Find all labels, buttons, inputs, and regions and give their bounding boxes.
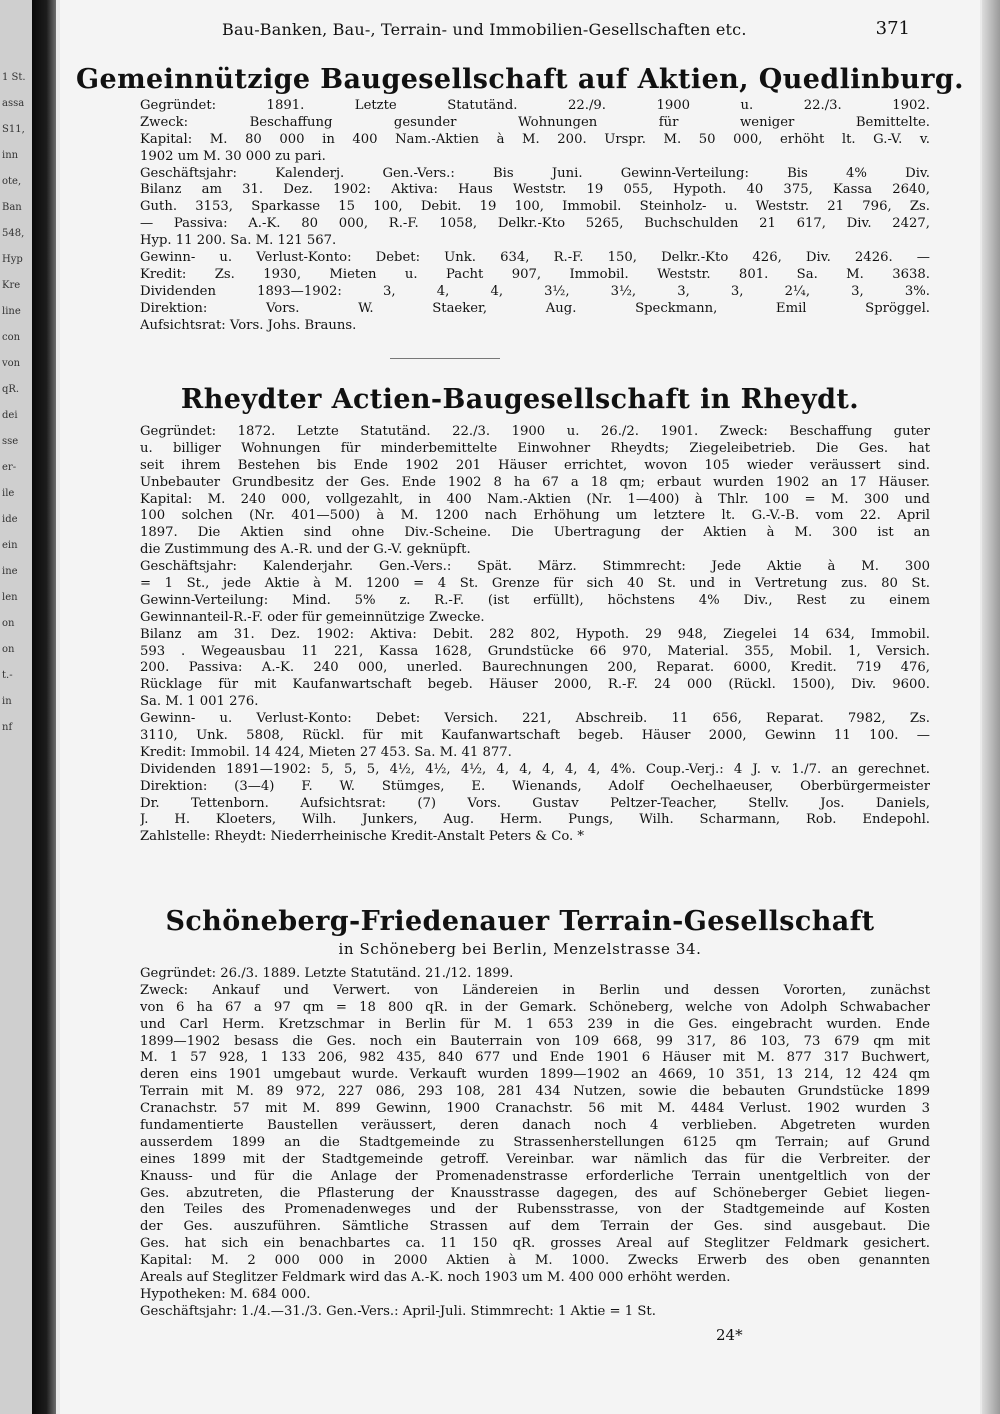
running-head — [170, 16, 910, 42]
text-line: Hyp. 11 200. Sa. M. 121 567. — [140, 233, 337, 249]
margin-fragment: er- — [2, 462, 17, 473]
text-line: Gegründet: 26./3. 1889. Letzte Statutänd. 21./12. 1899. — [140, 966, 514, 981]
text-line: J. H. Kloeters, Wilh. Junkers, Aug. Herm. Pungs, Wilh. Scharmann, Rob. Endepohl. — [140, 812, 930, 828]
margin-fragment: Hyp — [2, 254, 23, 265]
margin-fragment: len — [2, 592, 18, 603]
margin-fragment: on — [2, 644, 15, 655]
margin-fragment: ine — [2, 566, 18, 577]
text-line: Zahlstelle: Rheydt: Niederrheinische Kredit-Anstalt Peters & Co. * — [140, 829, 585, 845]
page-edge — [982, 0, 1000, 1414]
margin-fragment: von — [2, 358, 21, 369]
text-line: Gewinn- u. Verlust-Konto: Debet: Unk. 634, R.-F. 150, Delkr.-Kto 426, Div. 2426. — — [140, 250, 930, 266]
text-line: 1902 um M. 30 000 zu pari. — [140, 148, 326, 164]
text-line: ausserdem 1899 an die Stadtgemeinde zu Strassenherstellungen 6125 qm Terrain; auf Grund — [140, 1134, 930, 1150]
text-line: Bilanz am 31. Dez. 1902: Aktiva: Haus Weststr. 19 055, Hypoth. 40 375, Kassa 2640, — [140, 182, 930, 198]
text-line: Kapital: M. 2 000 000 in 2000 Aktien à M. 1000. Zwecks Erwerb des oben genannten — [140, 1253, 930, 1269]
text-line: 593 . Wegeausbau 11 221, Kassa 1628, Grundstücke 66 970, Material. 355, Mobil. 1, Versich. — [140, 643, 930, 659]
text-line: M. 1 57 928, 1 133 206, 982 435, 840 677 und Ende 1901 6 Häuser mit M. 877 317 Buchwert, — [140, 1050, 930, 1066]
margin-fragment: in — [2, 696, 12, 707]
text-line: 100 solchen (Nr. 401—500) à M. 1200 nach Erhöhung um letztere lt. G.-V.-B. vom 22. April — [140, 508, 930, 524]
text-line: deren eins 1901 umgebaut wurde. Verkauft wurden 1899—1902 an 4669, 10 351, 13 214, 12 424 qm — [140, 1067, 930, 1083]
text-line: Direktion: (3—4) F. W. Stümges, E. Wienands, Adolf Oechelhaeuser, Oberbürgermeister — [140, 778, 930, 794]
text-line: u. billiger Wohnungen für minderbemittelte Einwohner Rheydts; Ziegeleibetrieb. Die Ges. hat — [140, 440, 930, 456]
margin-fragment: S11, — [2, 124, 25, 135]
margin-fragment: line — [2, 306, 21, 317]
text-line: und Carl Herm. Kretzschmar in Berlin für M. 1 653 239 in die Ges. eingebracht wurden. Ende — [140, 1016, 930, 1032]
section-divider — [390, 358, 500, 359]
text-line: Geschäftsjahr: 1./4.—31./3. Gen.-Vers.: April-Juli. Stimmrecht: 1 Aktie = 1 St. — [140, 1303, 656, 1319]
page-number: 371 — [875, 18, 910, 39]
adjacent-page-strip — [0, 0, 32, 1414]
text-line: = 1 St., jede Aktie à M. 1200 = 4 St. Grenze für sich 40 St. und in Vertretung zus. 80 St. — [140, 576, 930, 592]
margin-fragment: on — [2, 618, 15, 629]
book-gutter — [32, 0, 56, 1414]
text-line: Zweck: Beschaffung gesunder Wohnungen für weniger Bemittelte. — [140, 114, 930, 130]
margin-fragment: inn — [2, 150, 19, 161]
text-line: Ges. hat sich ein benachbartes ca. 11 150 qR. grosses Areal auf Steglitzer Feldmark gesichert. — [140, 1236, 930, 1252]
margin-fragment: ile — [2, 488, 15, 499]
text-line: Gewinn- u. Verlust-Konto: Debet: Versich. 221, Abschreib. 11 656, Reparat. 7982, Zs. — [140, 711, 930, 727]
text-line: Cranachstr. 57 mit M. 899 Gewinn, 1900 Cranachstr. 56 mit M. 4484 Verlust. 1902 wurden 3 — [140, 1101, 930, 1117]
text-line: Bilanz am 31. Dez. 1902: Aktiva: Debit. 282 802, Hypoth. 29 948, Ziegelei 14 634, Immobil. — [140, 626, 930, 642]
section-title-quedlinburg: Gemeinnützige Baugesellschaft auf Aktien, Quedlinburg. — [76, 64, 964, 95]
margin-fragment: dei — [2, 410, 18, 421]
section-title-schoeneberg: Schöneberg-Friedenauer Terrain-Gesellschaft — [165, 906, 875, 937]
margin-fragment: t.- — [2, 670, 13, 681]
text-line: 1897. Die Aktien sind ohne Div.-Scheine. Die Übertragung der Aktien à M. 300 ist an — [140, 525, 930, 541]
text-line: Zweck: Ankauf und Verwert. von Ländereien in Berlin und dessen Vororten, zunächst — [140, 982, 930, 998]
text-line: 1899—1902 besass die Ges. noch ein Bauterrain von 109 668, 99 317, 86 103, 73 679 qm mit — [140, 1033, 930, 1049]
text-line: der Ges. auszuführen. Sämtliche Strassen auf dem Terrain der Ges. sind ausgebaut. Die — [140, 1219, 930, 1235]
margin-fragment: ide — [2, 514, 18, 525]
margin-fragment: assa — [2, 98, 25, 109]
text-line: Aufsichtsrat: Vors. Johs. Brauns. — [140, 317, 357, 333]
margin-fragment: Ban — [2, 202, 22, 213]
text-line: Areals auf Steglitzer Feldmark wird das A.-K. noch 1903 um M. 400 000 erhöht werden. — [140, 1270, 731, 1286]
text-line: Hypotheken: M. 684 000. — [140, 1286, 311, 1302]
text-line: Gewinnanteil-R.-F. oder für gemeinnützige Zwecke. — [140, 609, 485, 625]
margin-fragment: sse — [2, 436, 19, 447]
signature-mark: 24* — [716, 1326, 743, 1344]
text-line: Ges. abzutreten, die Pflasterung der Knausstrasse dagegen, des auf Schöneberger Gebiet liegen- — [140, 1185, 930, 1201]
text-line: Geschäftsjahr: Kalenderjahr. Gen.-Vers.: Spät. März. Stimmrecht: Jede Aktie à M. 300 — [140, 559, 930, 575]
text-line: Unbebauter Grundbesitz der Ges. Ende 1902 8 ha 67 a 18 qm; erbaut wurden 1902 an 17 Häuser. — [140, 474, 930, 490]
text-line: Gegründet: 1872. Letzte Statutänd. 22./3. 1900 u. 26./2. 1901. Zweck: Beschaffung guter — [140, 424, 930, 439]
section-body-rheydt — [140, 424, 930, 846]
text-line: Dividenden 1891—1902: 5, 5, 5, 4½, 4½, 4½, 4, 4, 4, 4, 4, 4%. Coup.-Verj.: 4 J. v. 1./7. an gerechnet. — [140, 761, 930, 777]
text-line: Knauss- und für die Anlage der Promenadenstrasse erforderliche Terrain unentgeltlich von der — [140, 1168, 930, 1184]
text-line: Sa. M. 1 001 276. — [140, 694, 259, 710]
text-line: Gewinn-Verteilung: Mind. 5% z. R.-F. (ist erfüllt), höchstens 4% Div., Rest zu einem — [140, 592, 930, 608]
margin-fragment: qR. — [2, 384, 20, 395]
margin-fragment: con — [2, 332, 21, 343]
text-line: Terrain mit M. 89 972, 227 086, 293 108, 281 434 Nutzen, sowie die bebauten Grundstücke 1899 — [140, 1084, 930, 1100]
section-body-quedlinburg — [140, 98, 930, 334]
document-page — [60, 0, 980, 1414]
section-subtitle-schoeneberg: in Schöneberg bei Berlin, Menzelstrasse 34. — [338, 940, 702, 958]
running-head-title: Bau-Banken, Bau-, Terrain- und Immobilien-Gesellschaften etc. — [222, 20, 747, 39]
text-line: Guth. 3153, Sparkasse 15 100, Debit. 19 100, Immobil. Steinholz- u. Weststr. 21 796, Zs. — [140, 199, 930, 215]
text-line: Gegründet: 1891. Letzte Statutänd. 22./9. 1900 u. 22./3. 1902. — [140, 98, 930, 113]
text-line: fundamentierte Baustellen veräussert, deren danach noch 4 verblieben. Abgetreten wurden — [140, 1118, 930, 1134]
section-title-rheydt: Rheydter Actien-Baugesellschaft in Rheydt. — [180, 384, 860, 415]
text-line: die Zustimmung des A.-R. und der G.-V. geknüpft. — [140, 542, 471, 558]
text-line: — Passiva: A.-K. 80 000, R.-F. 1058, Delkr.-Kto 5265, Buchschulden 21 617, Div. 2427, — [140, 216, 930, 232]
text-line: 200. Passiva: A.-K. 240 000, unerled. Baurechnungen 200, Reparat. 6000, Kredit. 719 476, — [140, 660, 930, 676]
margin-fragment: nf — [2, 722, 13, 733]
text-line: den Teiles des Promenadenweges und der Rubensstrasse, von der Stadtgemeinde auf Kosten — [140, 1202, 930, 1218]
text-line: eines 1899 mit der Stadtgemeinde getroff. Vereinbar. war nämlich das für die Verbreiter. der — [140, 1151, 930, 1167]
margin-fragment: ote, — [2, 176, 22, 187]
text-line: Kredit: Immobil. 14 424, Mieten 27 453. Sa. M. 41 877. — [140, 744, 512, 760]
margin-fragment: Kre — [2, 280, 21, 291]
text-line: seit ihrem Bestehen bis Ende 1902 201 Häuser errichtet, wovon 105 wieder veräussert sind. — [140, 457, 930, 473]
section-body-schoeneberg — [140, 966, 930, 1321]
margin-fragment: 548, — [2, 228, 25, 239]
margin-fragment: 1 St. — [2, 72, 26, 83]
text-line: Kredit: Zs. 1930, Mieten u. Pacht 907, Immobil. Weststr. 801. Sa. M. 3638. — [140, 266, 930, 282]
text-line: Direktion: Vors. W. Staeker, Aug. Speckmann, Emil Spröggel. — [140, 300, 930, 316]
text-line: Dr. Tettenborn. Aufsichtsrat: (7) Vors. Gustav Peltzer-Teacher, Stellv. Jos. Daniels, — [140, 795, 930, 811]
text-line: Kapital: M. 80 000 in 400 Nam.-Aktien à M. 200. Urspr. M. 50 000, erhöht lt. G.-V. v. — [140, 131, 930, 147]
margin-fragment: ein — [2, 540, 18, 551]
text-line: Rücklage für mit Kaufanwartschaft begeb. Häuser 2000, R.-F. 24 000 (Rückl. 1500), Div. 9600. — [140, 677, 930, 693]
text-line: Geschäftsjahr: Kalenderj. Gen.-Vers.: Bis Juni. Gewinn-Verteilung: Bis 4% Div. — [140, 165, 930, 181]
text-line: von 6 ha 67 a 97 qm = 18 800 qR. in der Gemark. Schöneberg, welche von Adolph Schwabacher — [140, 999, 930, 1015]
text-line: Kapital: M. 240 000, vollgezahlt, in 400 Nam.-Aktien (Nr. 1—400) à Thlr. 100 = M. 300 und — [140, 491, 930, 507]
text-line: Dividenden 1893—1902: 3, 4, 4, 3½, 3½, 3, 3, 2¼, 3, 3%. — [140, 283, 930, 299]
text-line: 3110, Unk. 5808, Rückl. für mit Kaufanwartschaft begeb. Häuser 2000, Gewinn 11 100. — — [140, 728, 930, 744]
